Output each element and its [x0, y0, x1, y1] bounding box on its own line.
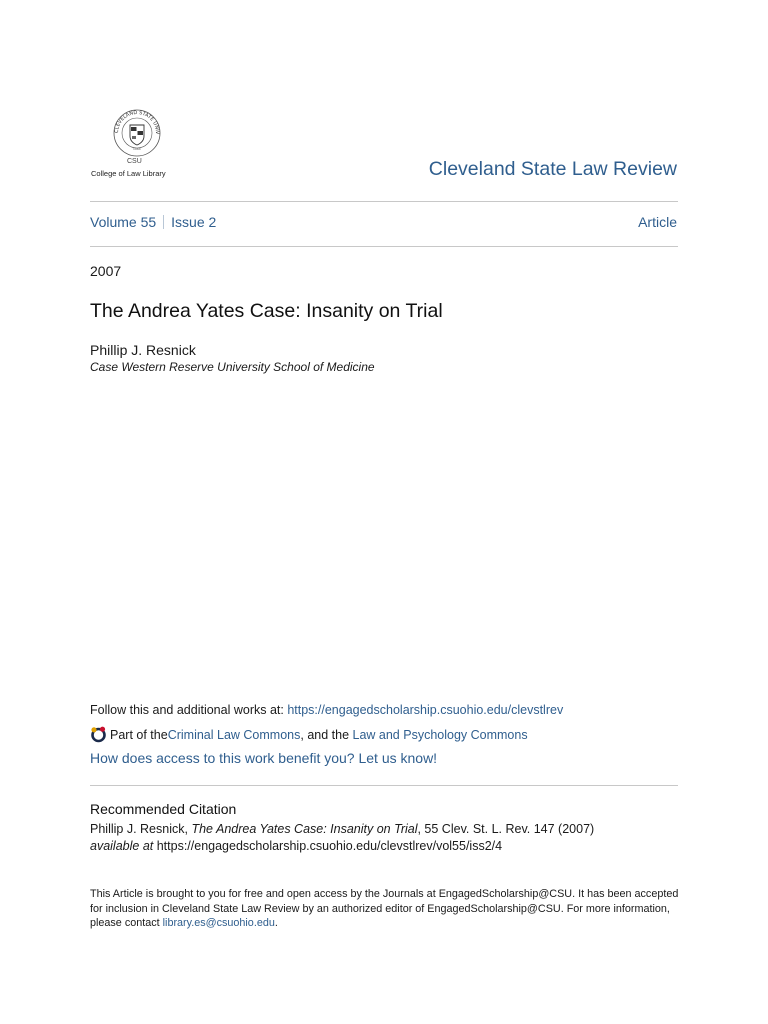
- author-affiliation: Case Western Reserve University School of Medicine: [90, 360, 375, 374]
- logo-library-text: College of Law Library: [91, 169, 166, 178]
- svg-text:CLEVELAND STATE UNIVERSITY: CLEVELAND STATE UNIV: [113, 109, 161, 135]
- citation-text: [90, 821, 594, 855]
- part-of-line: [90, 726, 528, 743]
- access-notice: [90, 887, 680, 931]
- law-psychology-commons-link[interactable]: Law and Psychology Commons: [352, 727, 528, 742]
- citation-line-2: [90, 838, 594, 855]
- svg-text:1964: 1964: [133, 147, 141, 151]
- breadcrumb-separator: [163, 215, 164, 229]
- citation-heading: Recommended Citation: [90, 801, 237, 817]
- volume-link[interactable]: Volume 55: [90, 214, 157, 230]
- issue-link[interactable]: Issue 2: [171, 214, 217, 230]
- part-of-conjunction: , and the: [300, 727, 353, 742]
- access-notice-text: This Article is brought to you for free and open access by the Journals at EngagedScholarship@CSU. It has been accepted for inclusion in Cleveland State Law Review by an authorized editor of EngagedScholarship@CSU. For more information, please contact: [90, 888, 679, 929]
- header-divider: [90, 201, 678, 202]
- article-type-link[interactable]: Article: [638, 214, 677, 230]
- available-at-label: available at: [90, 839, 154, 853]
- citation-title: The Andrea Yates Case: Insanity on Trial: [191, 822, 418, 836]
- publication-year: 2007: [90, 263, 122, 279]
- author-name: Phillip J. Resnick: [90, 342, 196, 358]
- feedback-link[interactable]: How does access to this work benefit you? Let us know!: [90, 750, 438, 766]
- follow-url-link[interactable]: https://engagedscholarship.csuohio.edu/clevstlrev: [287, 703, 564, 717]
- meta-divider: [90, 246, 678, 247]
- issue-breadcrumb: [90, 214, 216, 230]
- contact-email-link[interactable]: library.es@csuohio.edu: [162, 917, 275, 929]
- network-commons-icon: [90, 726, 107, 743]
- csu-logo: [90, 108, 190, 178]
- university-seal-icon: [112, 108, 162, 158]
- follow-line: [90, 703, 563, 717]
- citation-url: https://engagedscholarship.csuohio.edu/clevstlrev/vol55/iss2/4: [156, 839, 503, 853]
- citation-author: Phillip J. Resnick,: [90, 822, 192, 836]
- part-of-label: Part of the: [110, 727, 168, 742]
- citation-source: , 55 Clev. St. L. Rev. 147 (2007): [417, 822, 595, 836]
- citation-divider: [90, 785, 678, 786]
- access-notice-end: .: [274, 917, 278, 929]
- criminal-law-commons-link[interactable]: Criminal Law Commons: [167, 727, 301, 742]
- citation-line-1: [90, 821, 594, 838]
- journal-title[interactable]: Cleveland State Law Review: [428, 158, 677, 180]
- article-title: The Andrea Yates Case: Insanity on Trial: [90, 300, 443, 322]
- follow-label: Follow this and additional works at:: [90, 703, 288, 717]
- logo-csu-text: CSU: [127, 158, 142, 165]
